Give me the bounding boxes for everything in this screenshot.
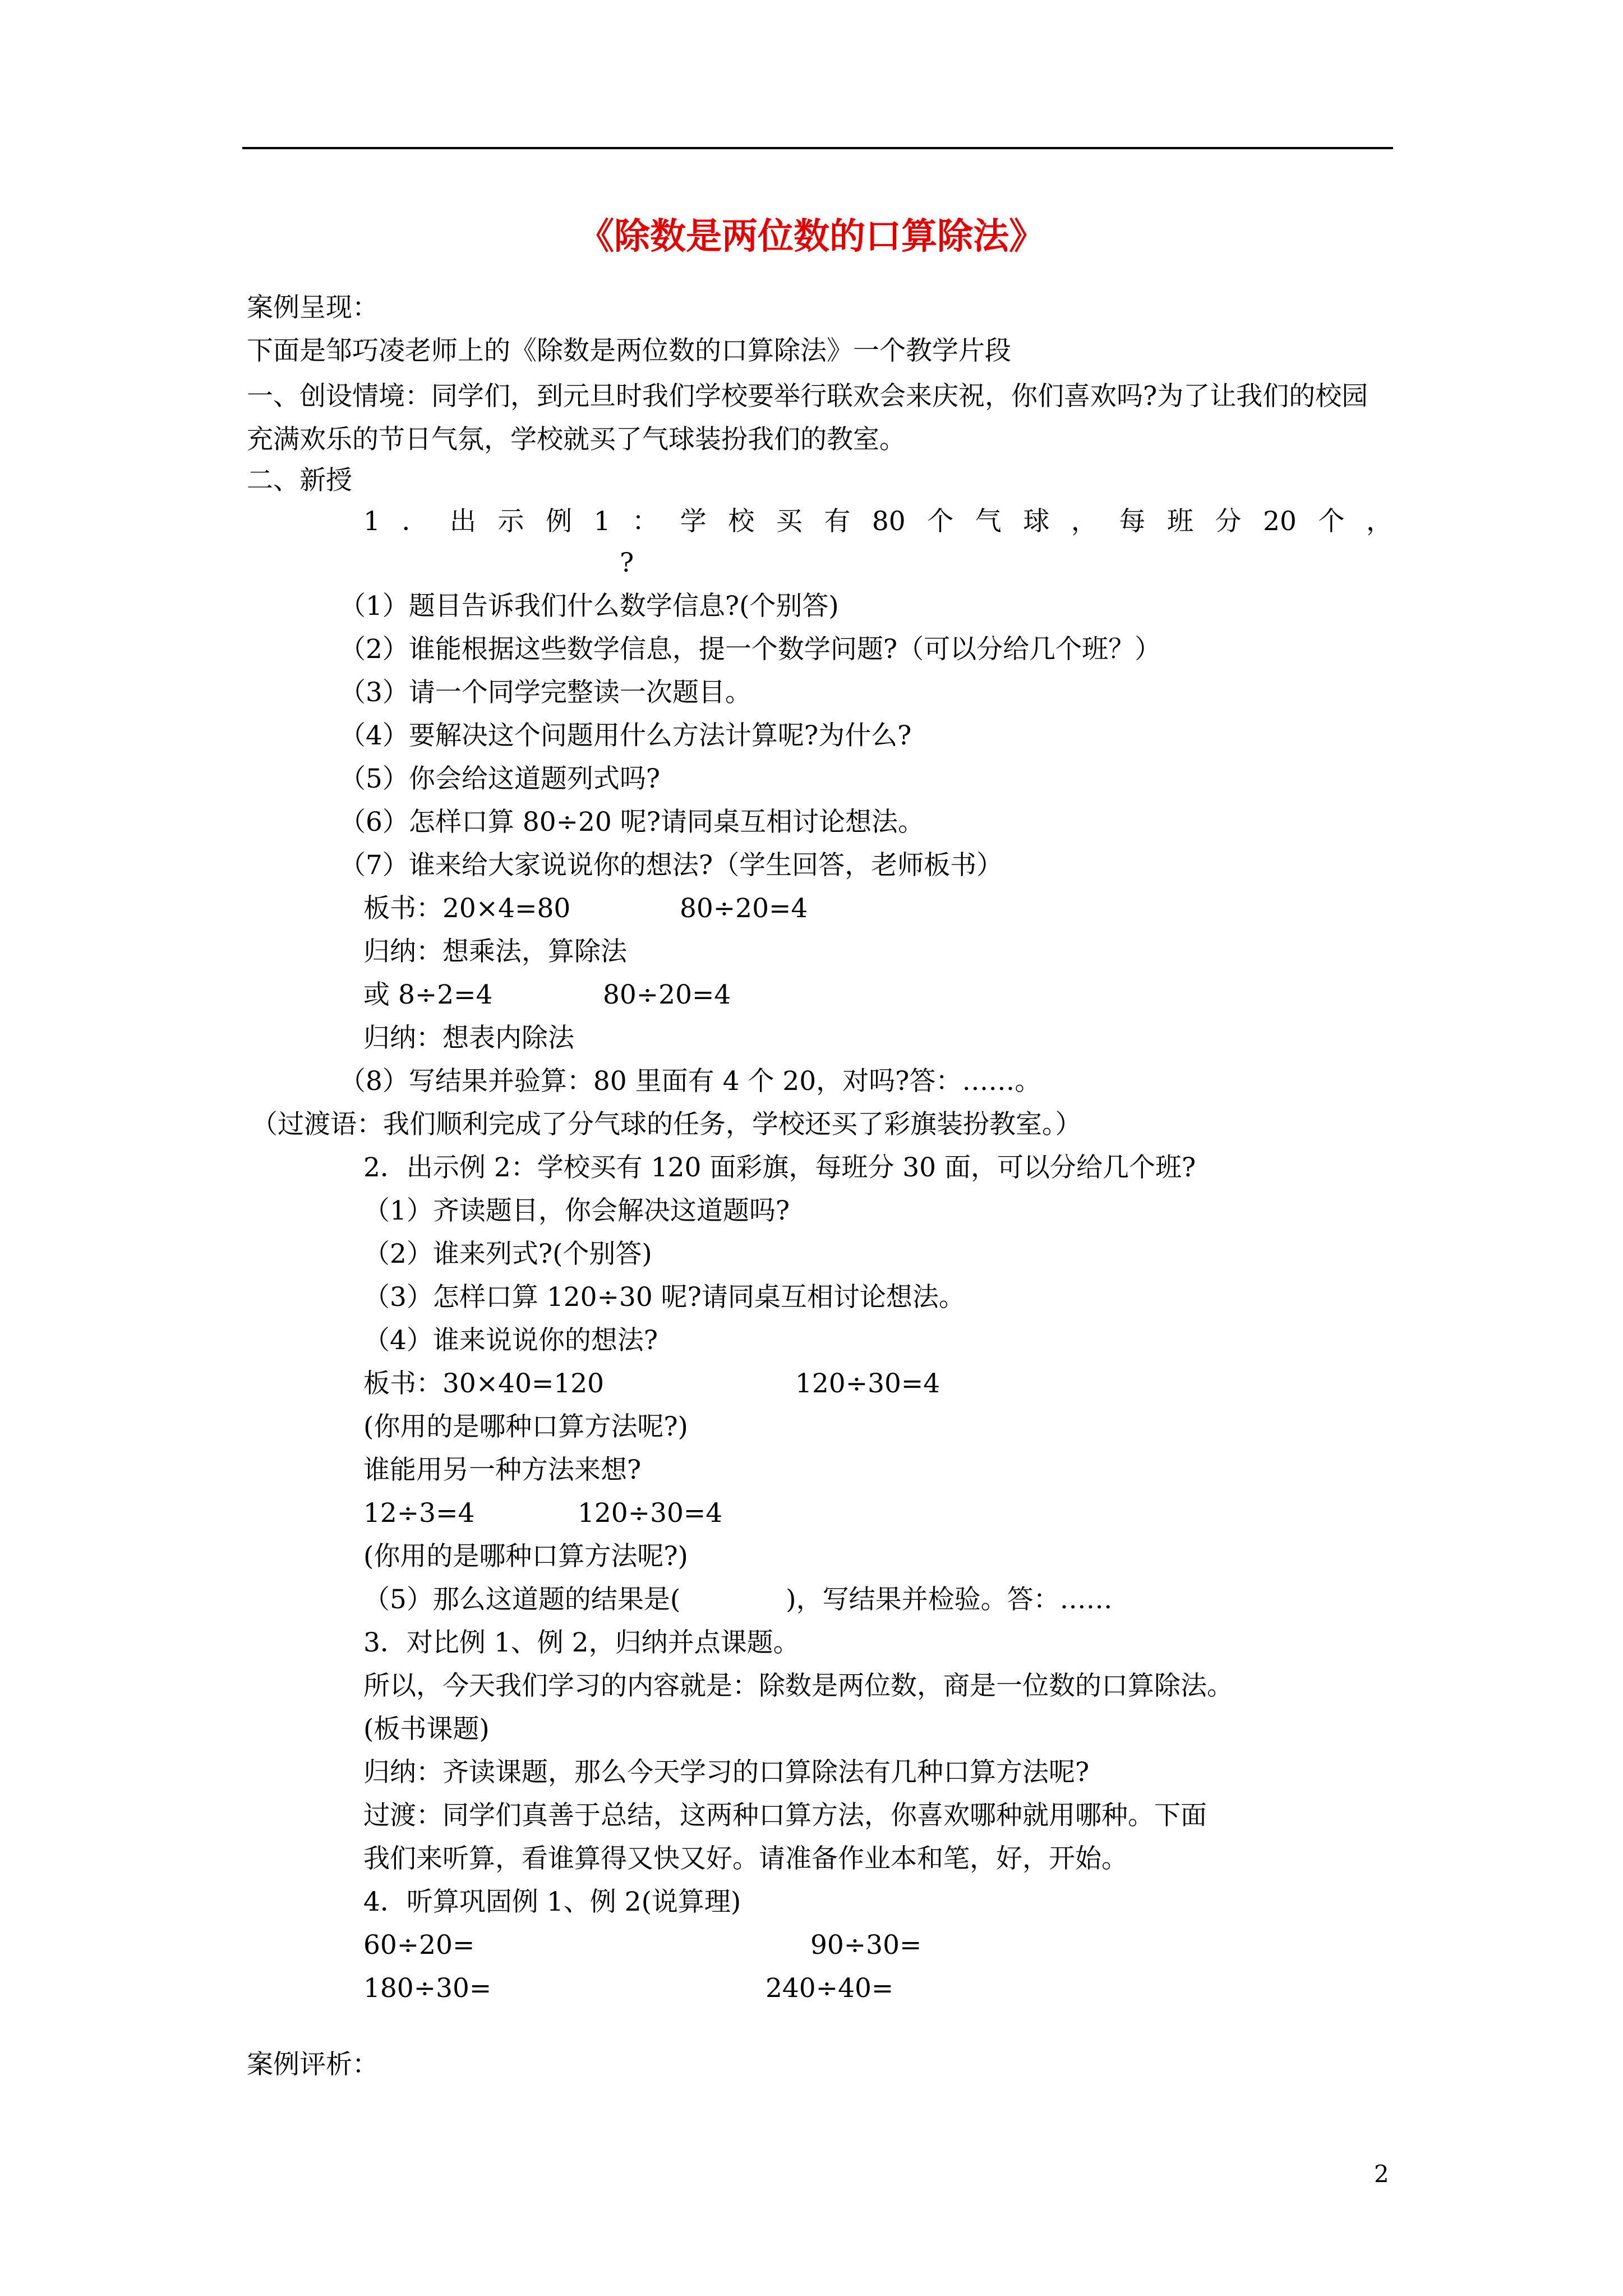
- transition-2-line-2: 我们来听算，看谁算得又快又好。请准备作业本和笔，好，开始。: [363, 1843, 1128, 1874]
- page-number: 2: [1374, 2160, 1389, 2188]
- conclusion-line: 所以，今天我们学习的内容就是：除数是两位数，商是一位数的口算除法。: [363, 1671, 1233, 1701]
- step-1-8: （8）写结果并验算：80 里面有 4 个 20，对吗?答：……。: [339, 1066, 1041, 1097]
- alt-2-left: 12÷3=4: [363, 1498, 475, 1529]
- summary-3: 归纳：齐读课题，那么今天学习的口算除法有几种口算方法呢?: [363, 1757, 1090, 1788]
- summary-2: 归纳：想表内除法: [363, 1023, 574, 1053]
- alt-2-right: 120÷30=4: [578, 1498, 723, 1529]
- step-1-3: （3）请一个同学完整读一次题目。: [339, 677, 751, 708]
- step-1-4: （4）要解决这个问题用什么方法计算呢?为什么?: [339, 720, 912, 751]
- example-2-line: 2．出示例 2：学校买有 120 面彩旗，每班分 30 面，可以分给几个班?: [363, 1152, 1196, 1183]
- step-2-2: （2）谁来列式?(个别答): [363, 1239, 652, 1269]
- method-question-1: (你用的是哪种口算方法呢?): [363, 1411, 688, 1442]
- scenario-paragraph: 一、创设情境：同学们，到元旦时我们学校要举行联欢会来庆祝，你们喜欢吗?为了让我们的校园充满欢乐的节日气氛，学校就买了气球装扮我们的教室。: [247, 381, 1368, 455]
- step-1-5: （5）你会给这道题列式吗?: [339, 763, 661, 794]
- practice-1-right: 90÷30=: [810, 1930, 922, 1961]
- another-method-line: 谁能用另一种方法来想?: [363, 1455, 642, 1485]
- header-rule: [242, 147, 1393, 149]
- example-1-line: 1．出示例1：学校买有80个气球，每班分20个，: [363, 506, 1393, 537]
- alt-1-left: 或 8÷2=4: [363, 979, 493, 1010]
- board-1-right: 80÷20=4: [680, 893, 808, 924]
- board-1-left: 板书：20×4=80: [363, 893, 571, 924]
- step-2-1: （1）齐读题目，你会解决这道题吗?: [363, 1195, 790, 1226]
- board-2-left: 板书：30×40=120: [363, 1368, 605, 1399]
- method-question-2: (你用的是哪种口算方法呢?): [363, 1541, 688, 1572]
- step-1-1: （1）题目告诉我们什么数学信息?(个别答): [339, 591, 839, 622]
- board-2-right: 120÷30=4: [795, 1368, 940, 1399]
- practice-1-left: 60÷20=: [363, 1930, 475, 1961]
- step-2-4: （4）谁来说说你的想法?: [363, 1325, 658, 1356]
- section-label-case: 案例呈现：: [247, 292, 379, 323]
- alt-1-right: 80÷20=4: [603, 979, 731, 1010]
- practice-header: 4．听算巩固例 1、例 2(说算理): [363, 1887, 741, 1917]
- practice-2-left: 180÷30=: [363, 1973, 492, 2004]
- section-label-analysis: 案例评析：: [247, 2049, 379, 2080]
- practice-2-right: 240÷40=: [766, 1973, 894, 2004]
- step-1-2: （2）谁能根据这些数学信息，提一个数学问题?（可以分给几个班？）: [339, 634, 1161, 665]
- transition-line: （过渡语：我们顺利完成了分气球的任务，学校还买了彩旗装扮教室。）: [251, 1109, 1082, 1140]
- step-1-6: （6）怎样口算 80÷20 呢?请同桌互相讨论想法。: [339, 807, 924, 838]
- page-title: 《除数是两位数的口算除法》: [578, 215, 1045, 257]
- step-2-5: （5）那么这道题的结果是( )，写结果并检验。答：……: [363, 1584, 1113, 1615]
- board-title-line: (板书课题): [363, 1714, 490, 1745]
- step-2-3: （3）怎样口算 120÷30 呢?请同桌互相讨论想法。: [363, 1282, 965, 1313]
- intro-line: 下面是邹巧凌老师上的《除数是两位数的口算除法》一个教学片段: [247, 335, 1011, 366]
- summary-1: 归纳：想乘法，算除法: [363, 936, 627, 967]
- example-1-question-mark: ?: [620, 547, 634, 578]
- section-new-teaching: 二、新授: [247, 465, 352, 496]
- compare-line: 3．对比例 1、例 2，归纳并点课题。: [363, 1627, 800, 1658]
- transition-2-line-1: 过渡：同学们真善于总结，这两种口算方法，你喜欢哪种就用哪种。下面: [363, 1800, 1207, 1831]
- step-1-7: （7）谁来给大家说说你的想法?（学生回答，老师板书）: [339, 850, 1003, 881]
